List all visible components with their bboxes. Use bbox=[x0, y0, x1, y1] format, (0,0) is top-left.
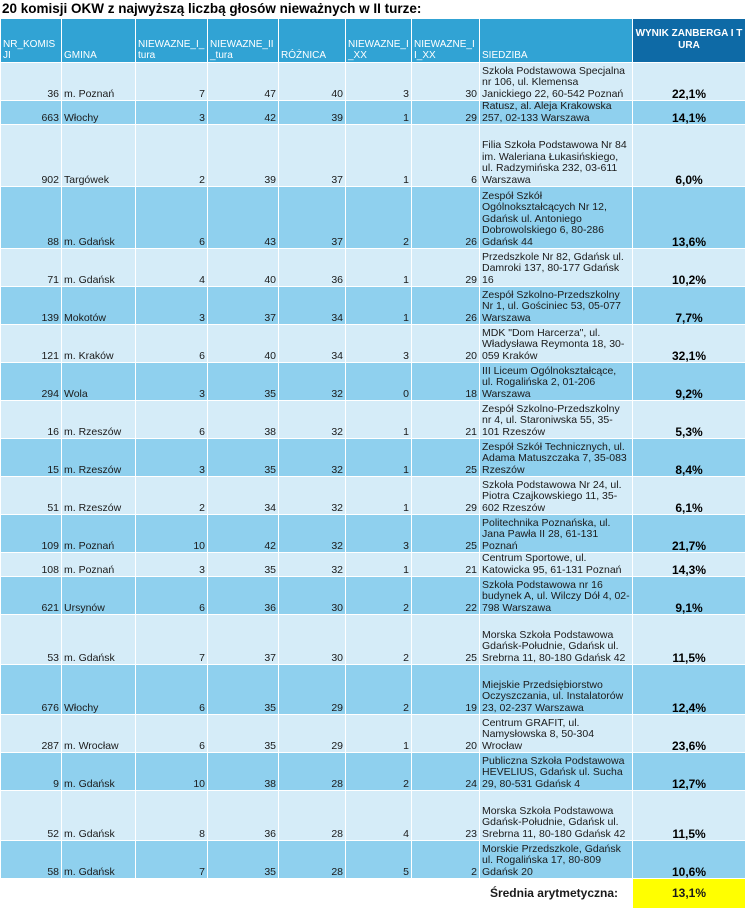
cell-siedziba: MDK "Dom Harcerza", ul. Władysława Reymonta 18, 30-059 Kraków bbox=[480, 325, 633, 363]
header-niewazne-ii-xx: NIEWAZNE_II_XX bbox=[412, 19, 480, 63]
cell-gmina: Targówek bbox=[62, 125, 136, 187]
cell-niewazne-ii-tura: 40 bbox=[208, 249, 279, 287]
cell-niewazne-i-tura: 6 bbox=[136, 715, 208, 753]
cell-niewazne-ii-tura: 38 bbox=[208, 401, 279, 439]
cell-niewazne-i-tura: 3 bbox=[136, 553, 208, 577]
cell-niewazne-i-xx: 2 bbox=[346, 665, 412, 715]
cell-niewazne-ii-xx: 6 bbox=[412, 125, 480, 187]
cell-roznica: 34 bbox=[279, 287, 346, 325]
cell-niewazne-ii-xx: 18 bbox=[412, 363, 480, 401]
cell-niewazne-i-xx: 1 bbox=[346, 477, 412, 515]
table-row bbox=[1, 401, 745, 439]
cell-niewazne-i-tura: 10 bbox=[136, 753, 208, 791]
table-row bbox=[1, 287, 745, 325]
cell-siedziba: Publiczna Szkoła Podstawowa HEVELIUS, Gdańsk ul. Sucha 29, 80-531 Gdańsk 4 bbox=[480, 753, 633, 791]
cell-wynik: 8,4% bbox=[633, 439, 745, 477]
table-row bbox=[1, 101, 745, 125]
cell-niewazne-i-tura: 7 bbox=[136, 841, 208, 879]
cell-gmina: m. Rzeszów bbox=[62, 477, 136, 515]
cell-siedziba: Filia Szkoła Podstawowa Nr 84 im. Waleriana Łukasińskiego, ul. Radzymińska 232, 03-611 Warszawa bbox=[480, 125, 633, 187]
cell-niewazne-i-tura: 3 bbox=[136, 101, 208, 125]
cell-gmina: m. Wrocław bbox=[62, 715, 136, 753]
table-row bbox=[1, 753, 745, 791]
cell-roznica: 30 bbox=[279, 577, 346, 615]
cell-roznica: 28 bbox=[279, 791, 346, 841]
cell-niewazne-i-tura: 10 bbox=[136, 515, 208, 553]
cell-niewazne-i-tura: 7 bbox=[136, 615, 208, 665]
cell-gmina: Włochy bbox=[62, 101, 136, 125]
cell-roznica: 37 bbox=[279, 187, 346, 249]
cell-siedziba: Zespół Szkolno-Przedszkolny nr 4, ul. Staroniwska 55, 35-101 Rzeszów bbox=[480, 401, 633, 439]
cell-gmina: m. Rzeszów bbox=[62, 439, 136, 477]
table-row bbox=[1, 841, 745, 879]
cell-niewazne-i-tura: 6 bbox=[136, 577, 208, 615]
cell-gmina: Mokotów bbox=[62, 287, 136, 325]
cell-niewazne-i-tura: 2 bbox=[136, 125, 208, 187]
cell-gmina: m. Gdańsk bbox=[62, 187, 136, 249]
cell-gmina: m. Rzeszów bbox=[62, 401, 136, 439]
cell-roznica: 32 bbox=[279, 439, 346, 477]
cell-niewazne-ii-tura: 47 bbox=[208, 63, 279, 101]
cell-niewazne-i-tura: 7 bbox=[136, 63, 208, 101]
table-row bbox=[1, 615, 745, 665]
header-roznica: RÓŻNICA bbox=[279, 19, 346, 63]
table-row bbox=[1, 791, 745, 841]
average-label: Średnia arytmetyczna: bbox=[1, 879, 633, 909]
table-row bbox=[1, 325, 745, 363]
cell-siedziba: Szkoła Podstawowa nr 16 budynek A, ul. Wilczy Dół 4, 02-798 Warszawa bbox=[480, 577, 633, 615]
cell-niewazne-ii-tura: 37 bbox=[208, 615, 279, 665]
cell-niewazne-ii-tura: 37 bbox=[208, 287, 279, 325]
cell-nr-komisji: 676 bbox=[1, 665, 62, 715]
table-row bbox=[1, 249, 745, 287]
cell-niewazne-ii-xx: 21 bbox=[412, 553, 480, 577]
cell-wynik: 12,7% bbox=[633, 753, 745, 791]
cell-niewazne-ii-tura: 36 bbox=[208, 577, 279, 615]
cell-roznica: 28 bbox=[279, 753, 346, 791]
cell-nr-komisji: 16 bbox=[1, 401, 62, 439]
cell-niewazne-i-xx: 3 bbox=[346, 325, 412, 363]
cell-niewazne-i-xx: 1 bbox=[346, 287, 412, 325]
cell-niewazne-ii-xx: 26 bbox=[412, 187, 480, 249]
cell-siedziba: III Liceum Ogólnokształcące, ul. Rogalińska 2, 01-206 Warszawa bbox=[480, 363, 633, 401]
cell-niewazne-i-xx: 1 bbox=[346, 101, 412, 125]
cell-roznica: 32 bbox=[279, 515, 346, 553]
table-row bbox=[1, 125, 745, 187]
cell-niewazne-i-xx: 0 bbox=[346, 363, 412, 401]
cell-nr-komisji: 287 bbox=[1, 715, 62, 753]
cell-niewazne-i-tura: 6 bbox=[136, 187, 208, 249]
cell-niewazne-i-xx: 1 bbox=[346, 401, 412, 439]
cell-niewazne-ii-xx: 25 bbox=[412, 615, 480, 665]
cell-niewazne-i-tura: 8 bbox=[136, 791, 208, 841]
cell-nr-komisji: 71 bbox=[1, 249, 62, 287]
cell-nr-komisji: 121 bbox=[1, 325, 62, 363]
cell-niewazne-ii-xx: 30 bbox=[412, 63, 480, 101]
cell-roznica: 28 bbox=[279, 841, 346, 879]
cell-niewazne-ii-xx: 24 bbox=[412, 753, 480, 791]
cell-niewazne-i-tura: 6 bbox=[136, 665, 208, 715]
cell-wynik: 11,5% bbox=[633, 791, 745, 841]
cell-nr-komisji: 109 bbox=[1, 515, 62, 553]
results-table bbox=[0, 18, 745, 909]
cell-niewazne-i-xx: 1 bbox=[346, 125, 412, 187]
cell-gmina: m. Gdańsk bbox=[62, 841, 136, 879]
cell-gmina: Wola bbox=[62, 363, 136, 401]
cell-niewazne-i-xx: 5 bbox=[346, 841, 412, 879]
cell-niewazne-i-xx: 2 bbox=[346, 753, 412, 791]
cell-wynik: 7,7% bbox=[633, 287, 745, 325]
cell-nr-komisji: 108 bbox=[1, 553, 62, 577]
cell-wynik: 14,1% bbox=[633, 101, 745, 125]
cell-wynik: 9,1% bbox=[633, 577, 745, 615]
cell-roznica: 37 bbox=[279, 125, 346, 187]
cell-wynik: 32,1% bbox=[633, 325, 745, 363]
cell-gmina: m. Poznań bbox=[62, 553, 136, 577]
cell-niewazne-i-xx: 3 bbox=[346, 515, 412, 553]
cell-niewazne-ii-tura: 43 bbox=[208, 187, 279, 249]
cell-niewazne-i-xx: 2 bbox=[346, 187, 412, 249]
cell-gmina: m. Poznań bbox=[62, 515, 136, 553]
cell-niewazne-ii-tura: 35 bbox=[208, 553, 279, 577]
cell-roznica: 34 bbox=[279, 325, 346, 363]
cell-roznica: 32 bbox=[279, 401, 346, 439]
cell-niewazne-i-xx: 4 bbox=[346, 791, 412, 841]
cell-niewazne-ii-xx: 29 bbox=[412, 477, 480, 515]
cell-niewazne-ii-tura: 35 bbox=[208, 841, 279, 879]
cell-niewazne-i-tura: 3 bbox=[136, 363, 208, 401]
cell-niewazne-ii-tura: 40 bbox=[208, 325, 279, 363]
cell-wynik: 6,1% bbox=[633, 477, 745, 515]
table-row bbox=[1, 477, 745, 515]
cell-niewazne-i-xx: 2 bbox=[346, 615, 412, 665]
header-nr-komisji: NR_KOMISJI bbox=[1, 19, 62, 63]
cell-roznica: 29 bbox=[279, 715, 346, 753]
header-niewazne-i-xx: NIEWAZNE_I_XX bbox=[346, 19, 412, 63]
cell-niewazne-i-xx: 2 bbox=[346, 577, 412, 615]
table-row bbox=[1, 363, 745, 401]
cell-wynik: 22,1% bbox=[633, 63, 745, 101]
cell-niewazne-ii-tura: 42 bbox=[208, 101, 279, 125]
cell-niewazne-i-xx: 3 bbox=[346, 63, 412, 101]
cell-niewazne-ii-xx: 20 bbox=[412, 715, 480, 753]
cell-niewazne-i-xx: 1 bbox=[346, 439, 412, 477]
cell-niewazne-ii-xx: 19 bbox=[412, 665, 480, 715]
cell-siedziba: Morska Szkoła Podstawowa Gdańsk-Południe, Gdańsk ul. Srebrna 11, 80-180 Gdańsk 42 bbox=[480, 791, 633, 841]
cell-niewazne-ii-xx: 20 bbox=[412, 325, 480, 363]
cell-roznica: 32 bbox=[279, 363, 346, 401]
cell-nr-komisji: 294 bbox=[1, 363, 62, 401]
cell-niewazne-i-tura: 3 bbox=[136, 287, 208, 325]
cell-siedziba: Zespół Szkolno-Przedszkolny Nr 1, ul. Gościniec 53, 05-077 Warszawa bbox=[480, 287, 633, 325]
cell-niewazne-i-tura: 2 bbox=[136, 477, 208, 515]
table-row bbox=[1, 715, 745, 753]
cell-nr-komisji: 88 bbox=[1, 187, 62, 249]
cell-siedziba: Ratusz, al. Aleja Krakowska 257, 02-133 Warszawa bbox=[480, 101, 633, 125]
cell-niewazne-ii-xx: 2 bbox=[412, 841, 480, 879]
cell-niewazne-ii-tura: 36 bbox=[208, 791, 279, 841]
cell-niewazne-ii-tura: 35 bbox=[208, 439, 279, 477]
average-row bbox=[1, 879, 745, 909]
table-body bbox=[1, 63, 745, 879]
cell-siedziba: Centrum GRAFIT, ul. Namysłowska 8, 50-304 Wrocław bbox=[480, 715, 633, 753]
cell-wynik: 9,2% bbox=[633, 363, 745, 401]
header-gmina: GMINA bbox=[62, 19, 136, 63]
cell-roznica: 29 bbox=[279, 665, 346, 715]
cell-wynik: 13,6% bbox=[633, 187, 745, 249]
cell-niewazne-i-xx: 1 bbox=[346, 715, 412, 753]
cell-siedziba: Przedszkole Nr 82, Gdańsk ul. Damroki 137, 80-177 Gdańsk 16 bbox=[480, 249, 633, 287]
table-row bbox=[1, 63, 745, 101]
cell-niewazne-i-xx: 1 bbox=[346, 553, 412, 577]
cell-nr-komisji: 36 bbox=[1, 63, 62, 101]
cell-wynik: 5,3% bbox=[633, 401, 745, 439]
cell-niewazne-ii-xx: 23 bbox=[412, 791, 480, 841]
cell-siedziba: Centrum Sportowe, ul. Katowicka 95, 61-131 Poznań bbox=[480, 553, 633, 577]
cell-siedziba: Morska Szkoła Podstawowa Gdańsk-Południe, Gdańsk ul. Srebrna 11, 80-180 Gdańsk 42 bbox=[480, 615, 633, 665]
cell-gmina: m. Kraków bbox=[62, 325, 136, 363]
cell-siedziba: Zespół Szkół Ogólnokształcących Nr 12, Gdańsk ul. Antoniego Dobrowolskiego 6, 80-286 Gdańsk 44 bbox=[480, 187, 633, 249]
cell-niewazne-ii-xx: 25 bbox=[412, 439, 480, 477]
cell-niewazne-ii-tura: 38 bbox=[208, 753, 279, 791]
table-row bbox=[1, 665, 745, 715]
header-niewazne-i-tura: NIEWAZNE_I_tura bbox=[136, 19, 208, 63]
table-row bbox=[1, 187, 745, 249]
cell-roznica: 30 bbox=[279, 615, 346, 665]
cell-niewazne-ii-xx: 21 bbox=[412, 401, 480, 439]
cell-wynik: 12,4% bbox=[633, 665, 745, 715]
cell-niewazne-i-tura: 4 bbox=[136, 249, 208, 287]
cell-siedziba: Szkoła Podstawowa Specjalna nr 106, ul. Klemensa Janickiego 22, 60-542 Poznań bbox=[480, 63, 633, 101]
cell-roznica: 36 bbox=[279, 249, 346, 287]
cell-niewazne-i-xx: 1 bbox=[346, 249, 412, 287]
cell-nr-komisji: 902 bbox=[1, 125, 62, 187]
cell-wynik: 10,2% bbox=[633, 249, 745, 287]
cell-gmina: m. Gdańsk bbox=[62, 791, 136, 841]
cell-nr-komisji: 621 bbox=[1, 577, 62, 615]
table-row bbox=[1, 515, 745, 553]
cell-niewazne-ii-xx: 29 bbox=[412, 249, 480, 287]
cell-siedziba: Morskie Przedszkole, Gdańsk ul. Rogalińska 17, 80-809 Gdańsk 20 bbox=[480, 841, 633, 879]
cell-roznica: 39 bbox=[279, 101, 346, 125]
table-header-row bbox=[1, 19, 745, 63]
cell-gmina: m. Gdańsk bbox=[62, 753, 136, 791]
header-siedziba: SIEDZIBA bbox=[480, 19, 633, 63]
cell-siedziba: Zespół Szkół Technicznych, ul. Adama Matuszczaka 7, 35-083 Rzeszów bbox=[480, 439, 633, 477]
cell-nr-komisji: 53 bbox=[1, 615, 62, 665]
cell-gmina: m. Gdańsk bbox=[62, 615, 136, 665]
cell-roznica: 32 bbox=[279, 477, 346, 515]
cell-wynik: 11,5% bbox=[633, 615, 745, 665]
average-value: 13,1% bbox=[633, 879, 745, 909]
page-title: 20 komisji OKW z najwyższą liczbą głosów nieważnych w II turze: bbox=[2, 1, 421, 16]
cell-niewazne-i-tura: 3 bbox=[136, 439, 208, 477]
cell-niewazne-ii-tura: 39 bbox=[208, 125, 279, 187]
cell-wynik: 10,6% bbox=[633, 841, 745, 879]
cell-gmina: m. Poznań bbox=[62, 63, 136, 101]
cell-nr-komisji: 58 bbox=[1, 841, 62, 879]
cell-roznica: 40 bbox=[279, 63, 346, 101]
cell-niewazne-ii-tura: 42 bbox=[208, 515, 279, 553]
cell-nr-komisji: 51 bbox=[1, 477, 62, 515]
cell-wynik: 21,7% bbox=[633, 515, 745, 553]
cell-wynik: 14,3% bbox=[633, 553, 745, 577]
table-row bbox=[1, 439, 745, 477]
cell-roznica: 32 bbox=[279, 553, 346, 577]
cell-nr-komisji: 139 bbox=[1, 287, 62, 325]
cell-niewazne-ii-xx: 22 bbox=[412, 577, 480, 615]
cell-gmina: Włochy bbox=[62, 665, 136, 715]
cell-niewazne-i-tura: 6 bbox=[136, 401, 208, 439]
cell-nr-komisji: 663 bbox=[1, 101, 62, 125]
cell-niewazne-ii-tura: 35 bbox=[208, 665, 279, 715]
cell-nr-komisji: 15 bbox=[1, 439, 62, 477]
cell-niewazne-ii-xx: 29 bbox=[412, 101, 480, 125]
cell-wynik: 23,6% bbox=[633, 715, 745, 753]
cell-gmina: m. Gdańsk bbox=[62, 249, 136, 287]
cell-siedziba: Miejskie Przedsiębiorstwo Oczyszczania, ul. Instalatorów 23, 02-237 Warszawa bbox=[480, 665, 633, 715]
cell-niewazne-ii-tura: 34 bbox=[208, 477, 279, 515]
cell-siedziba: Szkoła Podstawowa Nr 24, ul. Piotra Czajkowskiego 11, 35-602 Rzeszów bbox=[480, 477, 633, 515]
cell-nr-komisji: 9 bbox=[1, 753, 62, 791]
header-niewazne-ii-tura: NIEWAZNE_II_tura bbox=[208, 19, 279, 63]
header-wynik: WYNIK ZANBERGA I TURA bbox=[633, 19, 745, 63]
table-row bbox=[1, 577, 745, 615]
table-row bbox=[1, 553, 745, 577]
cell-niewazne-ii-xx: 25 bbox=[412, 515, 480, 553]
cell-siedziba: Politechnika Poznańska, ul. Jana Pawła II 28, 61-131 Poznań bbox=[480, 515, 633, 553]
cell-nr-komisji: 52 bbox=[1, 791, 62, 841]
cell-niewazne-ii-tura: 35 bbox=[208, 363, 279, 401]
cell-niewazne-ii-tura: 35 bbox=[208, 715, 279, 753]
cell-gmina: Ursynów bbox=[62, 577, 136, 615]
cell-niewazne-i-tura: 6 bbox=[136, 325, 208, 363]
cell-wynik: 6,0% bbox=[633, 125, 745, 187]
cell-niewazne-ii-xx: 26 bbox=[412, 287, 480, 325]
